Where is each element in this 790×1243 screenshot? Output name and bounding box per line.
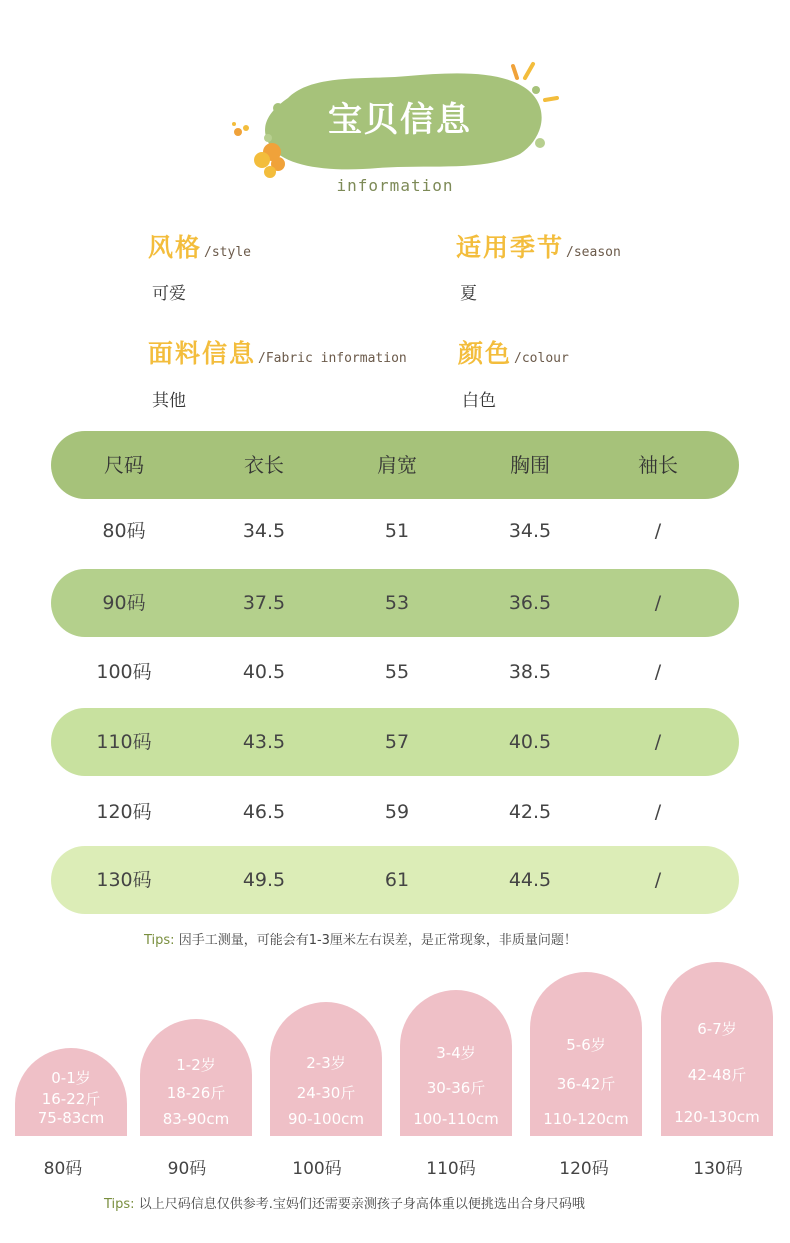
table-row [51, 638, 739, 706]
cell-sleeve: / [654, 869, 662, 891]
style-label-zh: 风格 [148, 233, 203, 262]
table-row [51, 708, 739, 776]
cell-shoulder: 57 [384, 731, 410, 753]
season-label [456, 228, 621, 264]
tips-reference [104, 1193, 585, 1212]
card-age: 3-4岁 [436, 1044, 476, 1062]
cell-shoulder: 51 [384, 520, 410, 542]
card-weight: 18-26斤 [166, 1084, 226, 1102]
card-age: 6-7岁 [697, 1020, 737, 1038]
age-card-80 [15, 1048, 127, 1136]
header-shoulder: 肩宽 [377, 453, 417, 477]
card-weight: 42-48斤 [687, 1066, 747, 1084]
cell-shoulder: 55 [384, 661, 410, 683]
header-length: 衣长 [244, 453, 284, 477]
style-label-en: /style [204, 245, 251, 260]
colour-label-en: /colour [514, 351, 569, 366]
fabric-label-en: /Fabric information [258, 351, 407, 366]
card-age: 2-3岁 [306, 1054, 346, 1072]
cell-size: 130码 [96, 869, 152, 891]
page-subtitle: information [336, 176, 454, 195]
card-size-label: 120码 [559, 1159, 609, 1179]
style-label [148, 228, 251, 264]
colour-label-zh: 颜色 [458, 339, 513, 368]
cell-sleeve: / [654, 520, 662, 542]
cell-length: 34.5 [242, 520, 286, 542]
card-size-label: 90码 [167, 1159, 207, 1179]
card-weight: 24-30斤 [296, 1084, 356, 1102]
card-size-label: 110码 [426, 1159, 476, 1179]
tips-label: Tips: [144, 933, 175, 948]
card-height: 90-100cm [288, 1110, 364, 1128]
cell-chest: 44.5 [508, 869, 552, 891]
age-card-130 [661, 962, 773, 1136]
age-card-90 [140, 1019, 252, 1136]
cell-shoulder: 59 [384, 801, 410, 823]
cell-size: 90码 [102, 592, 146, 614]
header-sleeve: 袖长 [638, 453, 678, 477]
card-age: 0-1岁 [51, 1069, 91, 1087]
page-title: 宝贝信息 [328, 100, 472, 140]
cell-chest: 40.5 [508, 731, 552, 753]
table-row [51, 778, 739, 846]
season-label-en: /season [566, 245, 621, 260]
cell-size: 100码 [96, 661, 152, 683]
fabric-value: 其他 [152, 391, 186, 411]
table-row [51, 846, 739, 914]
card-size-label: 130码 [693, 1159, 743, 1179]
cell-length: 46.5 [242, 801, 286, 823]
cell-chest: 34.5 [508, 520, 552, 542]
header-chest: 胸围 [510, 453, 550, 477]
cell-shoulder: 61 [384, 869, 410, 891]
card-height: 83-90cm [162, 1110, 230, 1128]
tips-label: Tips: [104, 1197, 135, 1212]
season-value: 夏 [460, 284, 477, 304]
colour-value: 白色 [462, 391, 496, 411]
card-weight: 36-42斤 [556, 1075, 616, 1093]
age-card-100 [270, 1002, 382, 1136]
card-height: 120-130cm [674, 1108, 760, 1126]
tips-measure [144, 929, 577, 948]
table-row [51, 497, 739, 565]
fabric-label [148, 334, 407, 370]
cell-chest: 36.5 [508, 592, 552, 614]
cell-size: 80码 [102, 520, 146, 542]
age-card-120 [530, 972, 642, 1136]
table-row [51, 569, 739, 637]
cell-sleeve: / [654, 592, 662, 614]
cell-size: 120码 [96, 801, 152, 823]
cell-length: 37.5 [242, 592, 286, 614]
age-card-110 [400, 990, 512, 1136]
card-height: 110-120cm [543, 1110, 629, 1128]
cell-sleeve: / [654, 661, 662, 683]
card-age: 1-2岁 [176, 1056, 216, 1074]
cell-length: 40.5 [242, 661, 286, 683]
cell-sleeve: / [654, 801, 662, 823]
season-label-zh: 适用季节 [456, 233, 565, 262]
card-size-label: 100码 [292, 1159, 342, 1179]
header-size: 尺码 [104, 453, 144, 477]
cell-chest: 38.5 [508, 661, 552, 683]
cell-chest: 42.5 [508, 801, 552, 823]
colour-label [458, 334, 569, 370]
flower-icon [226, 120, 296, 180]
cell-size: 110码 [96, 731, 152, 753]
cell-length: 43.5 [242, 731, 286, 753]
tips-text: 以上尺码信息仅供参考.宝妈们还需要亲测孩子身高体重以便挑选出合身尺码哦 [138, 1197, 585, 1212]
card-height: 75-83cm [37, 1109, 105, 1127]
card-size-label: 80码 [43, 1159, 83, 1179]
fabric-label-zh: 面料信息 [148, 339, 257, 368]
card-weight: 16-22斤 [41, 1090, 101, 1108]
table-header [51, 431, 739, 499]
card-height: 100-110cm [413, 1110, 499, 1128]
cell-sleeve: / [654, 731, 662, 753]
cell-shoulder: 53 [384, 592, 410, 614]
cell-length: 49.5 [242, 869, 286, 891]
sparkle-icon [505, 58, 565, 108]
card-weight: 30-36斤 [426, 1079, 486, 1097]
card-age: 5-6岁 [566, 1036, 606, 1054]
tips-text: 因手工测量，可能会有1-3厘米左右误差，是正常现象，非质量问题！ [178, 933, 577, 948]
style-value: 可爱 [152, 284, 186, 304]
